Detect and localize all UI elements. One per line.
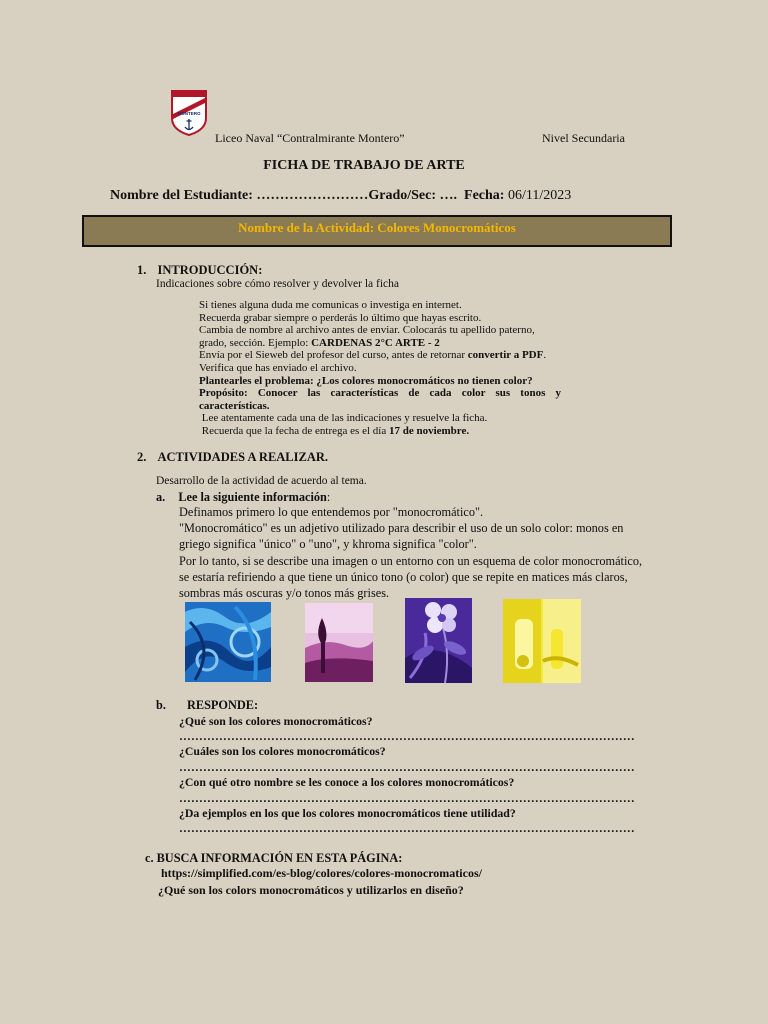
section-1-heading bbox=[137, 263, 262, 278]
info-paragraph bbox=[179, 504, 655, 601]
paragraph-line: Por lo tanto, si se describe una imagen o un entorno con un esquema de color monocromático, se estaría refiriendo a que tiene un único tono (o color) que se repite en matices más claros, sombras más oscuras y/o tonos más grises. bbox=[179, 553, 643, 601]
instructions bbox=[199, 299, 561, 438]
section-2-intro: Desarrollo de la actividad de acuerdo al tema. bbox=[156, 475, 367, 487]
student-line bbox=[110, 188, 571, 204]
question-4: ¿Da ejemplos en los que los colores monocromáticos tiene utilidad? bbox=[179, 806, 516, 820]
item-b-heading: b. RESPONDE: bbox=[156, 698, 259, 712]
section-1-subtitle: Indicaciones sobre cómo resolver y devolver la ficha bbox=[156, 278, 399, 290]
grade-label: Grado/Sec: bbox=[368, 188, 437, 203]
answer-line-1[interactable]: …………………………………………………………………………………………………… bbox=[179, 729, 635, 743]
education-level: Nivel Secundaria bbox=[542, 131, 625, 145]
yellow-monochrome-image bbox=[503, 599, 581, 683]
instruction-line: Lee atentamente cada una de las indicaciones y resuelve la ficha. bbox=[199, 412, 488, 425]
question-2: ¿Cuáles son los colores monocromáticos? bbox=[179, 744, 386, 758]
paragraph-line: Definamos primero lo que entendemos por "monocromático". bbox=[179, 505, 484, 519]
item-a-heading: a. Lee la siguiente información: bbox=[156, 490, 331, 504]
school-logo bbox=[171, 90, 207, 136]
research-question: ¿Qué son los colors monocromáticos y utilizarlos en diseño? bbox=[158, 883, 464, 897]
section-1-number: 1. bbox=[137, 263, 147, 277]
date-value: 06/11/2023 bbox=[507, 188, 572, 203]
name-label: Nombre del Estudiante: bbox=[110, 188, 253, 203]
page-title: FICHA DE TRABAJO DE ARTE bbox=[263, 158, 465, 173]
section-2-number: 2. bbox=[137, 450, 147, 464]
svg-text:MONTERO: MONTERO bbox=[177, 111, 201, 116]
answer-line-2[interactable]: …………………………………………………………………………………………………… bbox=[179, 760, 635, 774]
answer-line-4[interactable]: …………………………………………………………………………………………………… bbox=[179, 821, 635, 835]
instruction-line: Envía por el Sieweb del profesor del curso, antes de retornar convertir a PDF. bbox=[199, 349, 547, 362]
instruction-line: Si tienes alguna duda me comunicas o investiga en internet. bbox=[199, 299, 462, 311]
question-1: ¿Qué son los colores monocromáticos? bbox=[179, 714, 373, 728]
purple-monochrome-image bbox=[405, 598, 472, 683]
grade-blank: …. bbox=[439, 188, 458, 203]
magenta-monochrome-image bbox=[305, 603, 373, 682]
paragraph-line: "Monocromático" es un adjetivo utilizado para describir el uso de un solo color: monos en griego significa "único" o "uno", y khroma significa "color". bbox=[179, 521, 624, 552]
section-2-heading bbox=[137, 450, 328, 465]
purpose-line: Propósito: Conocer las características de cada color sus tonos y características. bbox=[199, 387, 561, 412]
school-name: Liceo Naval “Contralmirante Montero” bbox=[215, 131, 405, 145]
date-label: Fecha: bbox=[464, 188, 505, 203]
reference-link[interactable]: https://simplified.com/es-blog/colores/colores-monocromaticos/ bbox=[161, 866, 482, 880]
instruction-line: Recuerda grabar siempre o perderás lo último que hayas escrito. bbox=[199, 311, 482, 324]
blue-monochrome-image bbox=[185, 602, 271, 682]
activity-banner bbox=[82, 215, 672, 247]
section-2-title: ACTIVIDADES A REALIZAR. bbox=[157, 450, 329, 464]
problem-line: Plantearles el problema: ¿Los colores monocromáticos no tienen color? bbox=[199, 374, 533, 387]
name-blank: …………………… bbox=[256, 188, 369, 203]
instruction-line: Recuerda que la fecha de entrega es el día 17 de noviembre. bbox=[199, 424, 470, 437]
answer-line-3[interactable]: …………………………………………………………………………………………………… bbox=[179, 791, 635, 805]
instruction-line: Cambia de nombre al archivo antes de enviar. Colocarás tu apellido paterno, grado, sección. Ejemplo: CARDENAS 2°C ARTE - 2 bbox=[199, 324, 535, 349]
section-1-title: INTRODUCCIÓN: bbox=[157, 263, 263, 277]
question-3: ¿Con qué otro nombre se les conoce a los colores monocromáticos? bbox=[179, 775, 515, 789]
item-c-heading: c. BUSCA INFORMACIÓN EN ESTA PÁGINA: bbox=[145, 851, 403, 865]
activity-name: Nombre de la Actividad: Colores Monocromáticos bbox=[238, 220, 516, 235]
instruction-line: Verifica que has enviado el archivo. bbox=[199, 361, 357, 374]
